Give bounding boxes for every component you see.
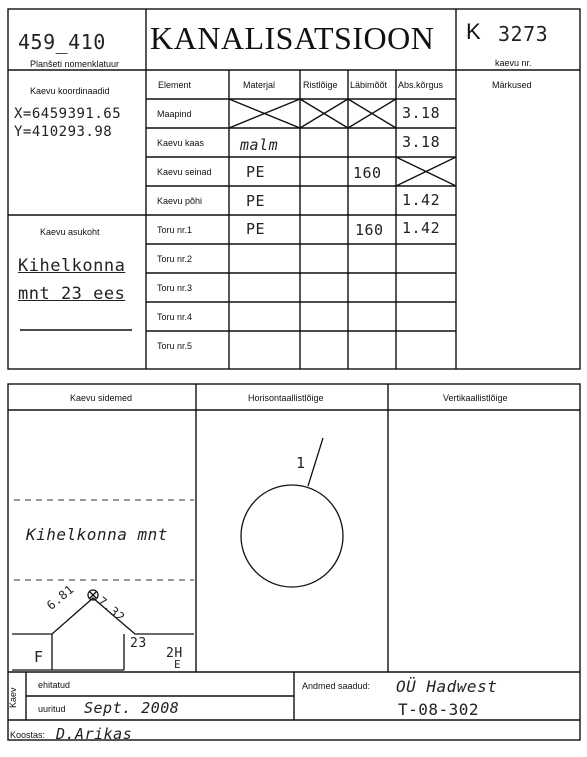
col-title-horizontal: Horisontaallistlõige: [248, 393, 324, 403]
house-code-bottom: E: [174, 658, 182, 671]
location-line2: mnt 23 ees: [18, 284, 126, 304]
col-header-element: Element: [158, 80, 192, 90]
horizontal-section-circle: [241, 438, 343, 587]
cell-abs: 1.42: [402, 219, 441, 237]
location-line1: Kihelkonna: [18, 256, 126, 276]
well-number: 3273: [498, 22, 549, 46]
cell-diameter: 160: [355, 221, 384, 239]
author-value: D.Arikas: [56, 725, 133, 743]
street-name: Kihelkonna mnt: [26, 525, 168, 544]
col-header-material: Materjal: [243, 80, 276, 90]
row-element: Maapind: [157, 109, 192, 119]
cell-abs: 1.42: [402, 191, 441, 209]
row-element: Kaevu seinad: [157, 167, 212, 177]
row-element: Toru nr.4: [157, 312, 193, 322]
row-element: Kaevu põhi: [157, 196, 203, 206]
cell-material: PE: [246, 192, 266, 210]
cell-diameter: 160: [353, 164, 382, 182]
page-title: KANALISATSIOON: [150, 20, 435, 56]
cell-abs: 3.18: [402, 133, 441, 151]
well-prefix: K: [466, 19, 481, 44]
row-element: Toru nr.2: [157, 254, 193, 264]
cell-abs: 3.18: [402, 104, 441, 122]
author-label: Koostas:: [10, 730, 46, 740]
house-number: 23: [130, 636, 147, 651]
side-label: Kaev: [8, 687, 18, 708]
coord-x: X=6459391.65: [14, 106, 122, 122]
row-element: Kaevu kaas: [157, 138, 205, 148]
col-header-abs: Abs.kõrgus: [398, 80, 444, 90]
distance-right: 7.32: [95, 594, 128, 625]
col-title-links: Kaevu sidemed: [70, 393, 133, 403]
distance-left: 6.81: [44, 582, 77, 613]
row-element: Toru nr.1: [157, 225, 193, 235]
col-header-notes: Märkused: [492, 80, 532, 90]
source-value-1: OÜ Hadwest: [396, 677, 498, 696]
pipe-label: 1: [296, 454, 306, 472]
coord-y: Y=410293.98: [14, 124, 113, 140]
house-code-top: 2H: [166, 646, 183, 661]
location-title: Kaevu asukoht: [40, 227, 100, 237]
sheet-label: Planšeti nomenklatuur: [30, 59, 120, 69]
cell-material: malm: [240, 136, 279, 154]
cell-material: PE: [246, 163, 266, 181]
col-header-cross: Ristlõige: [303, 80, 338, 90]
coords-title: Kaevu koordinaadid: [30, 86, 110, 96]
row-element: Toru nr.3: [157, 283, 193, 293]
source-label: Andmed saadud:: [302, 681, 371, 691]
well-label: kaevu nr.: [495, 58, 532, 68]
col-header-diameter: Läbimõõt: [350, 80, 388, 90]
building-letter: F: [34, 648, 44, 666]
sheet-number: 459_410: [18, 30, 106, 54]
measured-label: uuritud: [38, 704, 66, 714]
cell-material: PE: [246, 220, 266, 238]
built-label: ehitatud: [38, 680, 71, 690]
measured-value: Sept. 2008: [84, 699, 180, 717]
col-title-vertical: Vertikaallistlõige: [443, 393, 508, 403]
source-value-2: T-08-302: [398, 700, 480, 719]
row-element: Toru nr.5: [157, 341, 193, 351]
